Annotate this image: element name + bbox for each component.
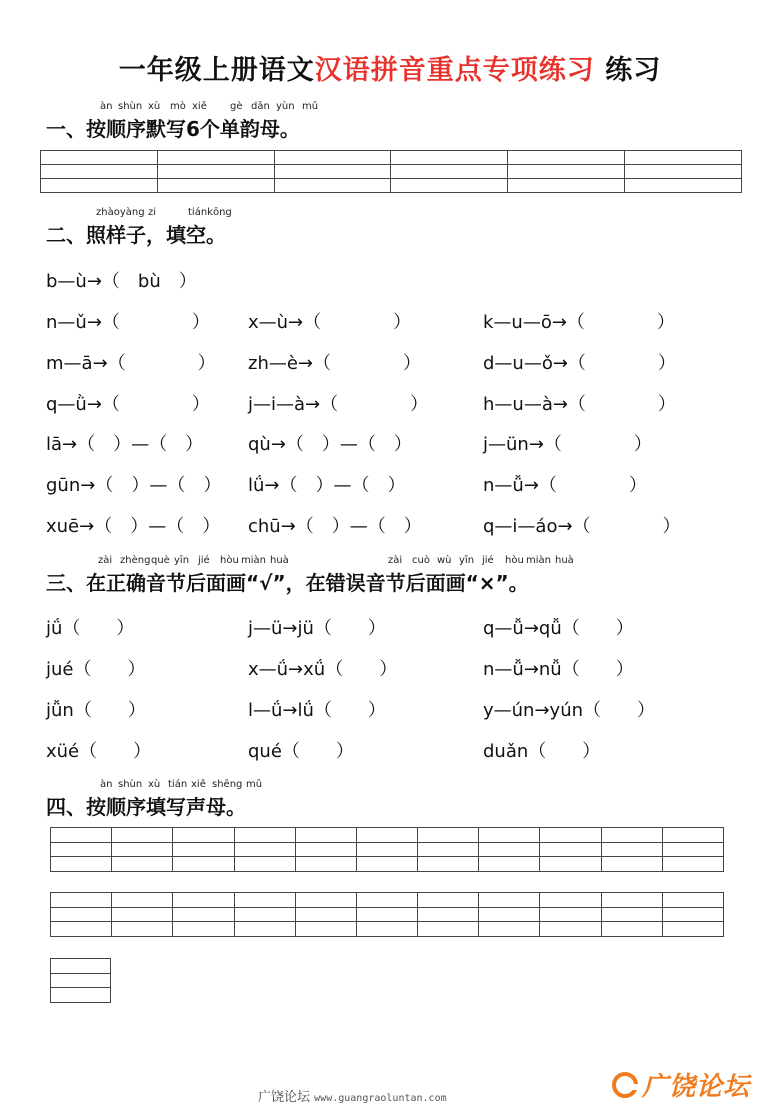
grid-cell[interactable]: [51, 959, 111, 974]
grid-cell[interactable]: [662, 842, 723, 857]
title-black: 一年级上册语文: [118, 55, 315, 86]
fill-item[interactable]: h—u—à→（ ）: [483, 394, 676, 415]
fill-item[interactable]: lā→（ ）—（ ）: [46, 434, 204, 455]
grid-cell[interactable]: [391, 151, 508, 165]
fill-item[interactable]: zh—è→（ ）: [248, 353, 422, 374]
section-1-heading: 一、按顺序默写6个单韵母。: [46, 117, 300, 141]
judge-item[interactable]: jué（ ）: [46, 659, 146, 680]
grid-cell[interactable]: [295, 857, 356, 872]
grid-cell[interactable]: [112, 907, 173, 922]
grid-cell[interactable]: [173, 842, 234, 857]
grid-cell[interactable]: [234, 857, 295, 872]
pinyin: zài: [388, 555, 403, 566]
grid-cell[interactable]: [51, 907, 112, 922]
section-3-heading: 三、在正确音节后面画“√”，在错误音节后面画“×”。: [46, 571, 529, 595]
grid-cell[interactable]: [601, 893, 662, 908]
judge-item[interactable]: jǚn（ ）: [46, 700, 146, 721]
pinyin: zài: [98, 555, 113, 566]
grid-cell[interactable]: [662, 828, 723, 843]
grid-cell[interactable]: [625, 179, 742, 193]
grid-cell[interactable]: [234, 842, 295, 857]
pinyin: jié: [198, 555, 210, 566]
pinyin: mǔ: [302, 101, 319, 112]
pinyin: mò: [170, 101, 186, 112]
grid-cell[interactable]: [625, 165, 742, 179]
judge-item[interactable]: l—ǘ→lǘ（ ）: [248, 700, 386, 721]
grid-cell[interactable]: [157, 165, 274, 179]
grid-cell[interactable]: [51, 842, 112, 857]
grid-cell[interactable]: [157, 151, 274, 165]
grid-cell[interactable]: [601, 922, 662, 937]
grid-cell[interactable]: [234, 922, 295, 937]
grid-cell[interactable]: [418, 907, 479, 922]
judge-item[interactable]: jǘ（ ）: [46, 618, 135, 639]
grid-cell[interactable]: [356, 922, 417, 937]
grid-cell[interactable]: [391, 165, 508, 179]
grid-cell[interactable]: [41, 151, 158, 165]
judge-item[interactable]: j—ü→jü（ ）: [248, 618, 386, 639]
grid-cell[interactable]: [173, 857, 234, 872]
pinyin: yùn: [276, 101, 295, 112]
pinyin: què: [151, 555, 170, 566]
grid-cell[interactable]: [418, 842, 479, 857]
grid-cell[interactable]: [173, 893, 234, 908]
footer-url[interactable]: www.guangraoluntan.com: [314, 1093, 447, 1104]
grid-cell[interactable]: [173, 828, 234, 843]
grid-cell[interactable]: [274, 165, 391, 179]
logo-text: 广饶论坛: [642, 1072, 751, 1102]
grid-cell[interactable]: [51, 828, 112, 843]
fill-item[interactable]: j—i—à→（ ）: [248, 394, 429, 415]
grid-cell[interactable]: [418, 857, 479, 872]
pinyin: huà: [555, 555, 574, 566]
fill-item[interactable]: d—u—ǒ→（ ）: [483, 353, 676, 374]
fill-item[interactable]: n—ǚ→（ ）: [483, 475, 647, 496]
title-black-end: 练习: [605, 55, 662, 86]
pinyin: cuò: [412, 555, 430, 566]
grid-cell[interactable]: [662, 857, 723, 872]
grid-cell[interactable]: [295, 922, 356, 937]
fill-item[interactable]: m—ā→（ ）: [46, 353, 216, 374]
grid-cell[interactable]: [479, 922, 540, 937]
grid-cell[interactable]: [274, 151, 391, 165]
pinyin: miàn: [241, 555, 266, 566]
grid-cell[interactable]: [274, 179, 391, 193]
pinyin: huà: [270, 555, 289, 566]
pinyin: dān: [251, 101, 270, 112]
grid-cell[interactable]: [508, 179, 625, 193]
judge-item[interactable]: duǎn（ ）: [483, 741, 601, 762]
pinyin: shēng: [212, 779, 243, 790]
footer-site-name: 广饶论坛: [258, 1090, 311, 1105]
grid-cell[interactable]: [601, 907, 662, 922]
grid-cell[interactable]: [51, 973, 111, 988]
grid-cell[interactable]: [391, 179, 508, 193]
grid-cell[interactable]: [540, 907, 601, 922]
judge-item[interactable]: n—ǚ→nǚ（ ）: [483, 659, 634, 680]
grid-cell[interactable]: [112, 922, 173, 937]
fill-item[interactable]: xuē→（ ）—（ ）: [46, 516, 221, 537]
grid-cell[interactable]: [662, 893, 723, 908]
judge-item[interactable]: x—ǘ→xǘ（ ）: [248, 659, 398, 680]
page-title: [0, 48, 780, 87]
grid-cell[interactable]: [234, 828, 295, 843]
fill-item[interactable]: lǘ→（ ）—（ ）: [248, 475, 406, 496]
pinyin: hòu: [505, 555, 524, 566]
fill-item[interactable]: j—ün→（ ）: [483, 434, 652, 455]
judge-item[interactable]: y—ún→yún（ ）: [483, 700, 656, 721]
grid-cell[interactable]: [112, 857, 173, 872]
fill-item[interactable]: chū→（ ）—（ ）: [248, 516, 422, 537]
grid-cell[interactable]: [157, 179, 274, 193]
judge-item[interactable]: qué（ ）: [248, 741, 354, 762]
fill-item[interactable]: q—i—áo→（ ）: [483, 516, 681, 537]
pinyin: tiánkōng: [188, 207, 232, 218]
fill-item[interactable]: gūn→（ ）—（ ）: [46, 475, 222, 496]
pinyin: yīn: [459, 555, 475, 566]
grid-cell[interactable]: [479, 857, 540, 872]
pinyin: mǔ: [246, 779, 263, 790]
fill-item[interactable]: n—ǔ→（ ）: [46, 312, 210, 333]
grid-cell[interactable]: [479, 842, 540, 857]
grid-cell[interactable]: [173, 922, 234, 937]
fill-item[interactable]: q—ǜ→（ ）: [46, 394, 210, 415]
footer: [258, 1086, 447, 1105]
pinyin: shùn: [118, 779, 143, 790]
grid-cell[interactable]: [51, 893, 112, 908]
pinyin: àn: [100, 779, 113, 790]
pinyin: wù: [437, 555, 452, 566]
grid-cell[interactable]: [601, 857, 662, 872]
grid-cell[interactable]: [662, 922, 723, 937]
pinyin: tián: [168, 779, 188, 790]
grid-cell[interactable]: [356, 907, 417, 922]
grid-cell[interactable]: [51, 988, 111, 1003]
grid-cell[interactable]: [418, 828, 479, 843]
pinyin: gè: [230, 101, 243, 112]
pinyin: zhàoyàng: [96, 207, 145, 218]
grid-cell[interactable]: [295, 842, 356, 857]
pinyin: xù: [148, 101, 161, 112]
pinyin: xiě: [191, 779, 206, 790]
title-red: 汉语拼音重点专项练习: [314, 55, 595, 86]
fill-item[interactable]: k—u—ō→（ ）: [483, 312, 675, 333]
pinyin: zi: [148, 207, 157, 218]
fill-item[interactable]: x—ù→（ ）: [248, 312, 412, 333]
pinyin: jié: [482, 555, 494, 566]
grid-cell[interactable]: [173, 907, 234, 922]
initials-grid-1: [50, 827, 724, 872]
grid-cell[interactable]: [601, 842, 662, 857]
grid-cell[interactable]: [51, 922, 112, 937]
grid-cell[interactable]: [51, 857, 112, 872]
grid-cell[interactable]: [479, 893, 540, 908]
grid-cell[interactable]: [112, 842, 173, 857]
grid-cell[interactable]: [601, 828, 662, 843]
grid-cell[interactable]: [356, 828, 417, 843]
pinyin: miàn: [526, 555, 551, 566]
grid-cell[interactable]: [356, 842, 417, 857]
grid-cell[interactable]: [540, 857, 601, 872]
initials-grid-2: [50, 892, 724, 937]
grid-cell[interactable]: [479, 907, 540, 922]
judge-item[interactable]: q—ǚ→qǚ（ ）: [483, 618, 634, 639]
grid-cell[interactable]: [508, 151, 625, 165]
grid-cell[interactable]: [540, 922, 601, 937]
grid-cell[interactable]: [234, 893, 295, 908]
grid-cell[interactable]: [295, 893, 356, 908]
section-2-heading: 二、照样子，填空。: [46, 223, 226, 247]
logo-g-icon: [612, 1072, 638, 1098]
grid-cell[interactable]: [295, 828, 356, 843]
example-item: b—ù→（ bù ）: [46, 271, 197, 292]
grid-cell[interactable]: [508, 165, 625, 179]
judge-item[interactable]: xüé（ ）: [46, 741, 152, 762]
grid-cell[interactable]: [356, 857, 417, 872]
site-logo: [612, 1066, 750, 1103]
grid-cell[interactable]: [112, 828, 173, 843]
grid-cell[interactable]: [356, 893, 417, 908]
grid-cell[interactable]: [112, 893, 173, 908]
pinyin: àn: [100, 101, 113, 112]
grid-cell[interactable]: [540, 828, 601, 843]
grid-cell[interactable]: [540, 842, 601, 857]
grid-cell[interactable]: [41, 179, 158, 193]
grid-cell[interactable]: [418, 893, 479, 908]
grid-cell[interactable]: [625, 151, 742, 165]
section-4-heading: 四、按顺序填写声母。: [46, 795, 246, 819]
grid-cell[interactable]: [418, 922, 479, 937]
initials-grid-3: [50, 958, 111, 1003]
pinyin: xù: [148, 779, 161, 790]
pinyin: shùn: [118, 101, 143, 112]
grid-cell[interactable]: [479, 828, 540, 843]
grid-cell[interactable]: [234, 907, 295, 922]
pinyin: yīn: [174, 555, 190, 566]
grid-cell[interactable]: [41, 165, 158, 179]
grid-cell[interactable]: [662, 907, 723, 922]
fill-item[interactable]: qù→（ ）—（ ）: [248, 434, 412, 455]
pinyin: xiě: [192, 101, 207, 112]
grid-cell[interactable]: [295, 907, 356, 922]
pinyin: zhèng: [120, 555, 151, 566]
grid-cell[interactable]: [540, 893, 601, 908]
vowel-writing-grid: [40, 150, 742, 193]
pinyin: hòu: [220, 555, 239, 566]
